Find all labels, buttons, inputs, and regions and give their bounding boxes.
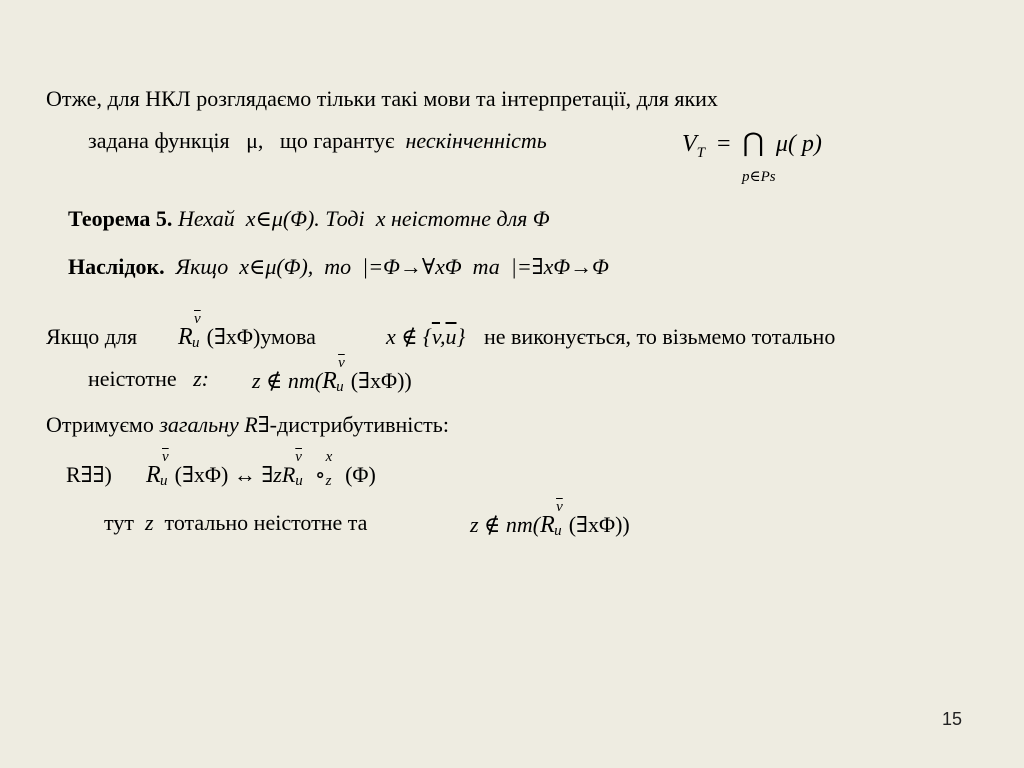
- slide-number: 15: [941, 709, 962, 729]
- nm-formula-2: z ∉ nm(R $\overline{v}$ u (∃xΦ)): [470, 499, 630, 539]
- theorem-line: Теорема 5. Нехай x∈μ(Φ). Тоді x неістотне для Φ: [68, 206, 550, 231]
- corollary-line: Наслідок. Якщо x∈μ(Φ), то |=Φ→∀xΦ та |=∃xΦ→Φ: [68, 254, 609, 279]
- note-line: тут z тотально неістотне та: [104, 510, 368, 535]
- intersection-symbol: ⋂: [742, 128, 764, 157]
- vt-formula-subscript: p∈Ps: [742, 169, 776, 185]
- condition-line-1: Якщо для: [46, 324, 138, 349]
- vt-formula: $V_T$ = ⋂ μ( p): [682, 128, 822, 161]
- rule-label: R∃∃): [66, 462, 112, 487]
- distributivity-line: Отримуємо загальну R∃-дистрибутивність:: [46, 412, 449, 437]
- rule-formula: R $\overline{v}$ u (∃xΦ) ↔ ∃zR $\overline{v}$ u ∘ x z (Φ): [146, 449, 376, 489]
- r-u-v-formula: R $\overline{v}$ u (∃xΦ)умова: [178, 311, 316, 351]
- condition-line-2: неістотне z:: [88, 366, 209, 391]
- nm-formula-1: z ∉ nm(R $\overline{v}$ u (∃xΦ)): [252, 355, 412, 395]
- intro-line-1: Отже, для НКЛ розглядаємо тільки такі мови та інтерпретації, для яких: [46, 86, 718, 111]
- condition-formula: x ∉ $\{\overline{v},\overline{u}\}$: [386, 324, 466, 349]
- intro-line-2: задана функція μ, що гарантує нескінченність: [88, 128, 547, 153]
- condition-line-1-rest: не виконується, то візьмемо тотально: [484, 324, 836, 349]
